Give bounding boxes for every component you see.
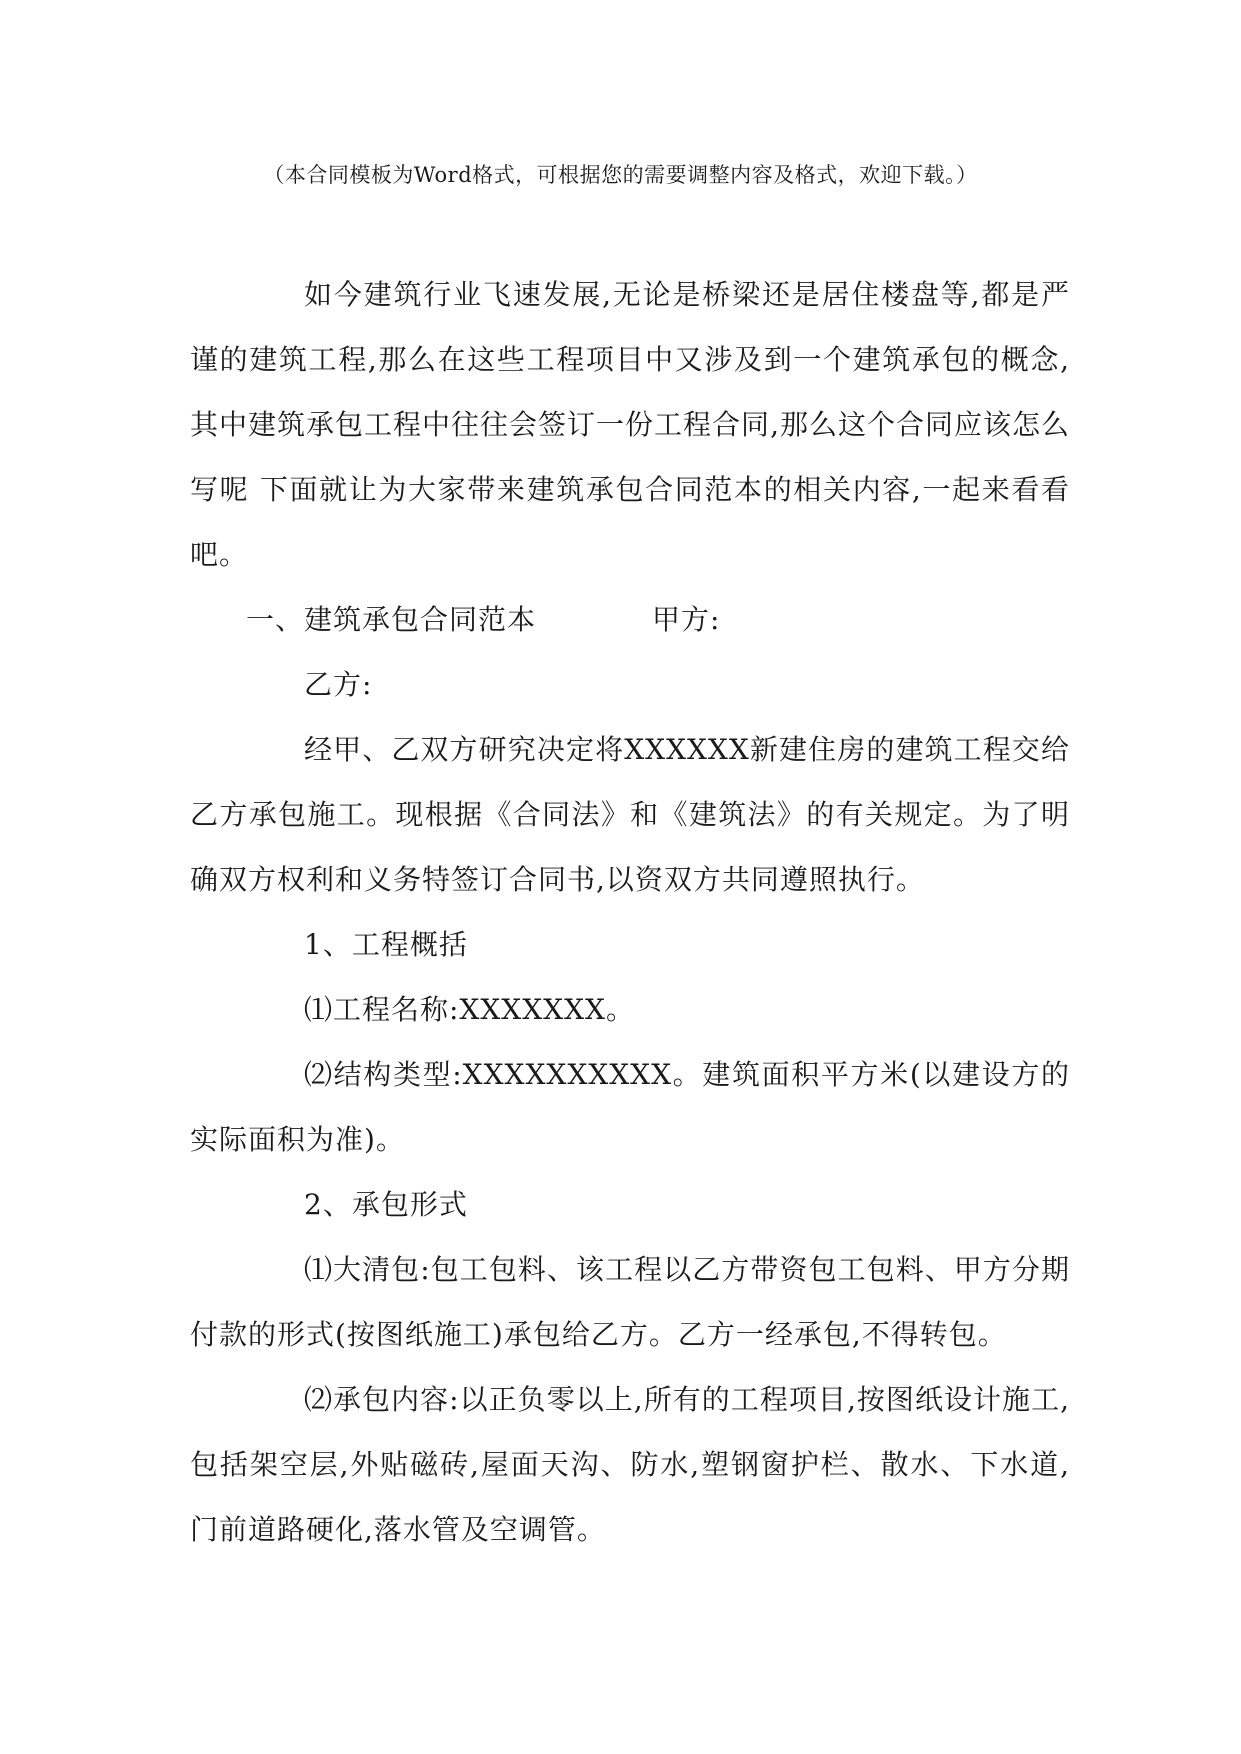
template-notice: （本合同模板为Word格式，可根据您的需要调整内容及格式，欢迎下载。） (263, 163, 978, 187)
section-title: 一、建筑承包合同范本 (246, 603, 537, 636)
clause-item: ⑴工程名称:XXXXXXX。 (304, 993, 635, 1026)
document-body (190, 262, 1070, 1562)
intro-paragraph: 如今建筑行业飞速发展,无论是桥梁还是居住楼盘等,都是严谨的建筑工程,那么在这些工程项目中又涉及到一个建筑承包的概念,其中建筑承包工程中往往会签订一份工程合同,那么这个合同应该怎么写呢 下面就让为大家带来建筑承包合同范本的相关内容,一起来看看吧。 (190, 278, 1070, 571)
clause-item: ⑴大清包:包工包料、该工程以乙方带资包工包料、甲方分期付款的形式(按图纸施工)承包给乙方。乙方一经承包,不得转包。 (190, 1253, 1070, 1351)
clause-heading: 2、承包形式 (304, 1188, 468, 1221)
party-a-label: 甲方: (652, 603, 721, 636)
section-title-line (190, 587, 1070, 652)
clause-item: ⑵结构类型:XXXXXXXXXX。建筑面积平方米(以建设方的实际面积为准)。 (190, 1058, 1070, 1156)
clause-heading: 1、工程概括 (304, 928, 468, 961)
party-b-label: 乙方: (304, 668, 373, 701)
clause-item: ⑵承包内容:以正负零以上,所有的工程项目,按图纸设计施工,包括架空层,外贴磁砖,屋面天沟、防水,塑钢窗护栏、散水、下水道,门前道路硬化,落水管及空调管。 (190, 1383, 1070, 1546)
preamble-paragraph: 经甲、乙双方研究决定将XXXXXX新建住房的建筑工程交给乙方承包施工。现根据《合同法》和《建筑法》的有关规定。为了明确双方权利和义务特签订合同书,以资双方共同遵照执行。 (190, 733, 1070, 896)
